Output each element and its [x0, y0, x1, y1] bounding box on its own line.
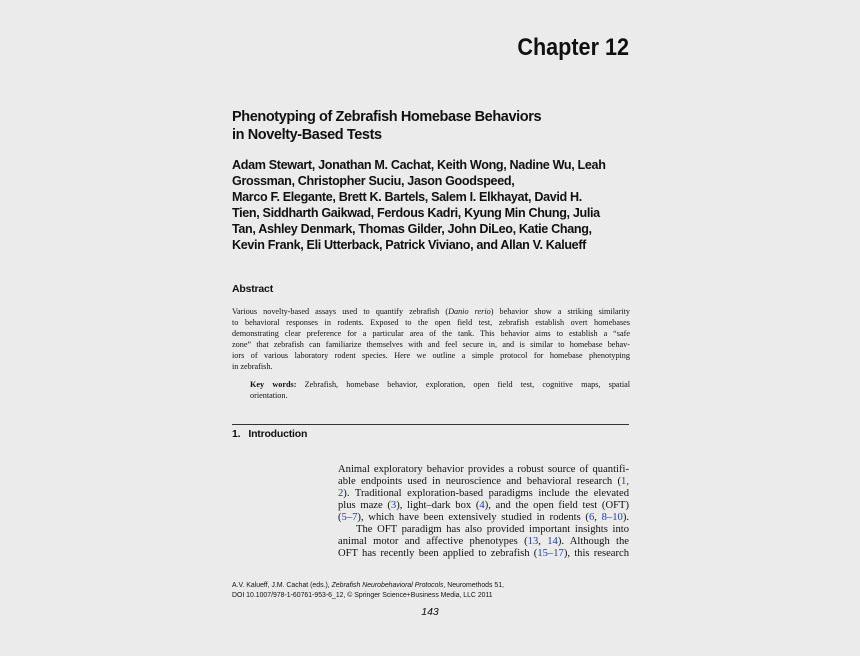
section-heading: [232, 428, 307, 440]
citation-link[interactable]: 6: [588, 512, 595, 523]
citation-link[interactable]: 3: [390, 500, 397, 511]
intro-line: Animal exploratory behavior provides a robust source of quantifi-: [338, 464, 629, 475]
abstract-line: Various novelty-based assays used to quantify zebrafish (Danio rerio) behavior show a striking similarity: [232, 307, 630, 316]
keywords-line: orientation.: [250, 391, 288, 400]
abstract-heading: Abstract: [232, 283, 273, 295]
keywords: [250, 379, 630, 401]
chapter-label: Chapter 12: [517, 34, 629, 61]
footer-line: A.V. Kalueff, J.M. Cachat (eds.), Zebrafish Neurobehavioral Protocols, Neuromethods 51,: [232, 582, 504, 589]
abstract-line: iors of various laboratory rodent species. Here we outline a simple protocol for homebase phenotyping: [232, 351, 630, 360]
abstract-body: [232, 306, 630, 372]
page-number: 143: [421, 606, 439, 618]
abstract-line: zone” that zebrafish can familiarize themselves with and feel secure in, and is similar to homebase behav-: [232, 340, 630, 349]
paper-title: [232, 108, 652, 144]
keywords-line: Key words: Zebrafish, homebase behavior, exploration, open field test, cognitive maps, spatial: [250, 380, 631, 389]
author-line: Tan, Ashley Denmark, Thomas Gilder, John DiLeo, Katie Chang,: [232, 222, 592, 236]
intro-line: animal motor and affective phenotypes (13, 14). Although the: [338, 536, 630, 547]
citation-link[interactable]: 4: [479, 500, 485, 511]
author-list: [232, 157, 652, 253]
author-line: Adam Stewart, Jonathan M. Cachat, Keith Wong, Nadine Wu, Leah: [232, 158, 606, 172]
intro-line: The OFT paradigm has also provided important insights into: [356, 524, 629, 535]
abstract-line: in zebrafish.: [232, 362, 273, 371]
intro-line: able endpoints used in neuroscience and behavioral research (1,: [338, 476, 629, 487]
citation-link[interactable]: 15–17: [537, 548, 564, 559]
abstract-line: demonstrating clear preference for a particular area of the tank. This behavior aims to establish a “safe: [232, 329, 630, 338]
section-divider: [232, 424, 629, 425]
abstract-line: to behavioral responses in rodents. Exposed to the open field test, zebrafish establish overt homebases: [232, 318, 630, 327]
author-line: Kevin Frank, Eli Utterback, Patrick Viviano, and Allan V. Kalueff: [232, 238, 587, 252]
intro-line: plus maze (3), light–dark box (4), and the open field test (OFT): [338, 500, 629, 511]
author-line: Marco F. Elegante, Brett K. Bartels, Salem I. Elkhayat, David H.: [232, 190, 582, 204]
author-line: Tien, Siddharth Gaikwad, Ferdous Kadri, Kyung Min Chung, Julia: [232, 206, 600, 220]
author-line: Grossman, Christopher Suciu, Jason Goodspeed,: [232, 174, 515, 188]
citation-link[interactable]: 13: [527, 536, 539, 547]
title-line: Phenotyping of Zebrafish Homebase Behaviors: [232, 109, 542, 125]
title-line: in Novelty-Based Tests: [232, 127, 382, 143]
citation-footer: [232, 581, 632, 601]
introduction-body: [338, 464, 629, 560]
citation-link[interactable]: 8–10: [601, 512, 623, 523]
section-title: Introduction: [248, 428, 308, 440]
book-title: Zebrafish Neurobehavioral Protocols: [331, 582, 444, 589]
citation-link[interactable]: 14: [547, 536, 558, 547]
section-number: 1.: [232, 428, 241, 440]
intro-line: 2). Traditional exploration-based paradigms include the elevated: [338, 488, 629, 499]
species-name: Danio rerio: [448, 307, 491, 316]
citation-link[interactable]: 1,: [621, 476, 629, 487]
intro-line: OFT has recently been applied to zebrafish (15–17), this research: [338, 548, 630, 559]
intro-line: (5–7), which have been extensively studied in rodents (6, 8–10).: [338, 512, 629, 523]
footer-line: DOI 10.1007/978-1-60761-953-6_12, © Springer Science+Business Media, LLC 2011: [232, 592, 493, 599]
citation-link[interactable]: 2: [338, 488, 344, 499]
citation-link[interactable]: 5–7: [341, 512, 358, 523]
keywords-label: Key words:: [250, 380, 297, 389]
